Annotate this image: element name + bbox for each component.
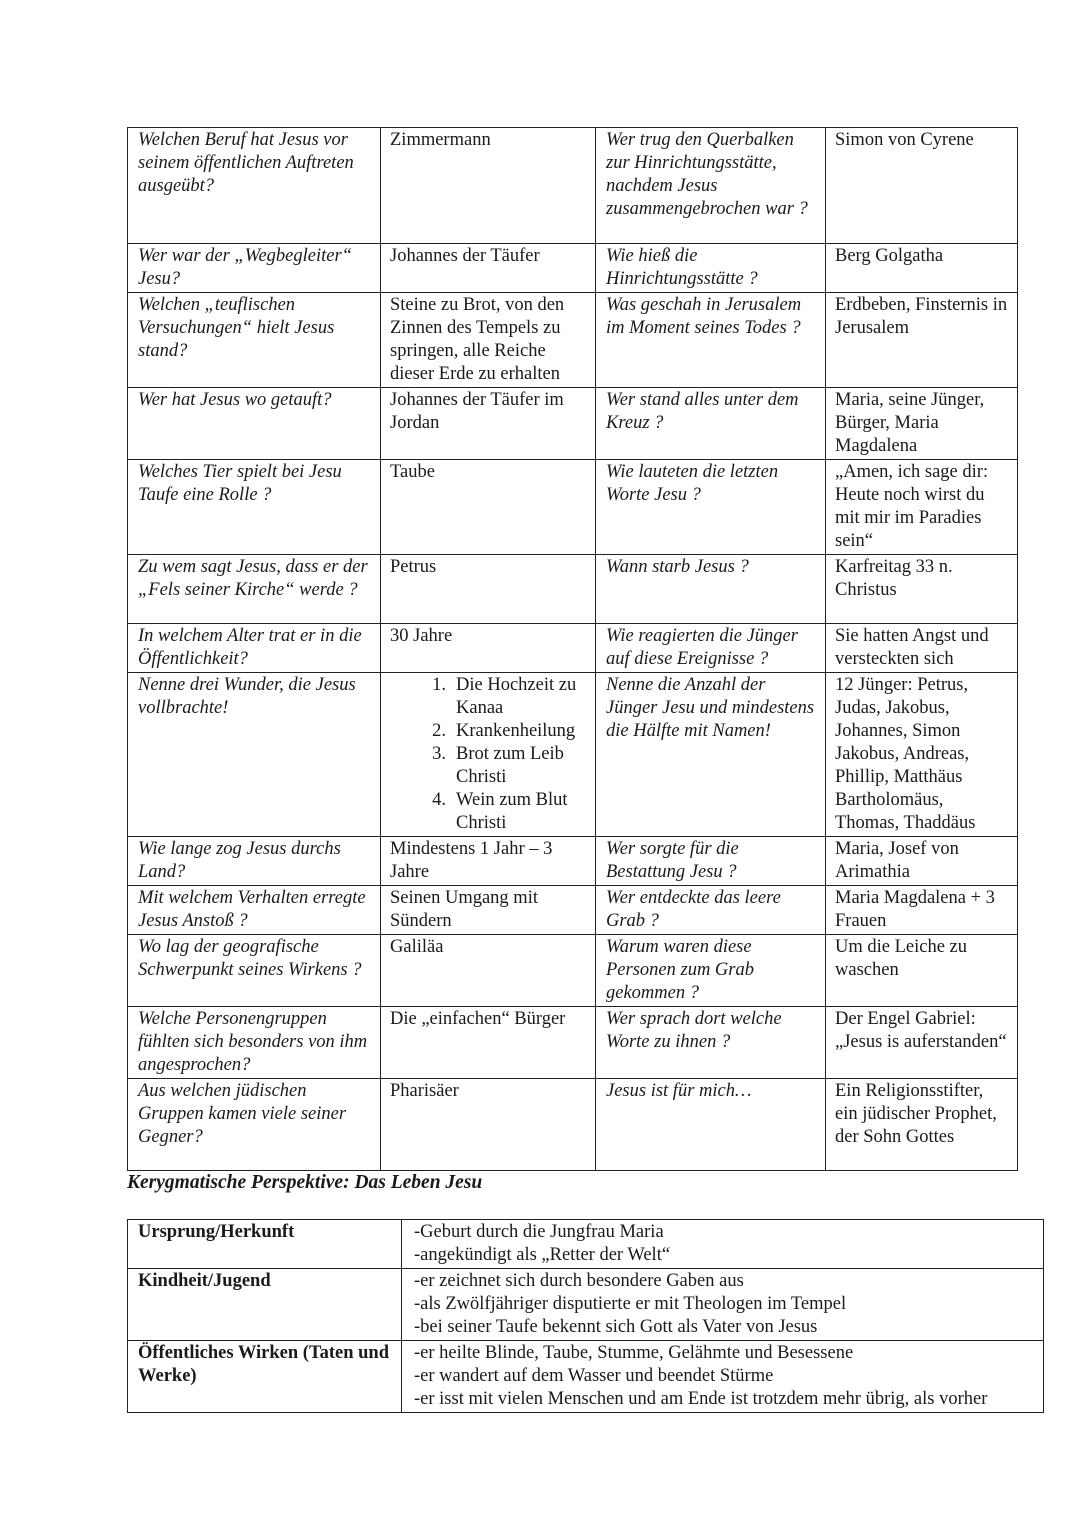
section-heading: Kerygmatische Perspektive: Das Leben Jesu [127, 1172, 483, 1193]
description-line: -er zeichnet sich durch besondere Gaben aus [414, 1271, 744, 1291]
list-item [390, 743, 587, 789]
question-cell: Wie reagierten die Jünger auf diese Ereignisse ? [596, 624, 826, 673]
stage-description [402, 1341, 1044, 1413]
answer-cell: „Amen, ich sage dir: Heute noch wirst du mit mir im Paradies sein“ [826, 460, 1018, 555]
stage-label: Öffentliches Wirken (Taten und Werke) [128, 1341, 402, 1413]
question-cell: Welchen „teuflischen Versuchungen“ hielt Jesus stand? [128, 293, 381, 388]
question-cell: Welchen Beruf hat Jesus vor seinem öffentlichen Auftreten ausgeübt? [128, 128, 381, 244]
answer-cell: 30 Jahre [381, 624, 596, 673]
answer-cell: Mindestens 1 Jahr – 3 Jahre [381, 837, 596, 886]
answer-cell: Maria Magdalena + 3 Frauen [826, 886, 1018, 935]
list-text: Brot zum Leib Christi [456, 744, 564, 787]
question-cell: Welches Tier spielt bei Jesu Taufe eine Rolle ? [128, 460, 381, 555]
table-row [128, 244, 1018, 293]
life-of-jesus-table [127, 1219, 1044, 1413]
question-cell: Wer sprach dort welche Worte zu ihnen ? [596, 1007, 826, 1079]
question-cell: Wie lange zog Jesus durchs Land? [128, 837, 381, 886]
quiz-table [127, 127, 1018, 1171]
answer-cell: Maria, Josef von Arimathia [826, 837, 1018, 886]
description-line: -als Zwölfjähriger disputierte er mit Theologen im Tempel [414, 1294, 847, 1314]
table-row [128, 555, 1018, 624]
table-row [128, 128, 1018, 244]
list-text: Wein zum Blut Christi [456, 790, 568, 833]
stage-description [402, 1269, 1044, 1341]
question-cell: Aus welchen jüdischen Gruppen kamen viele seiner Gegner? [128, 1079, 381, 1171]
answer-cell: Erdbeben, Finsternis in Jerusalem [826, 293, 1018, 388]
question-cell: Warum waren diese Personen zum Grab gekommen ? [596, 935, 826, 1007]
question-cell: Wer trug den Querbalken zur Hinrichtungsstätte, nachdem Jesus zusammengebrochen war ? [596, 128, 826, 244]
table-row [128, 1269, 1044, 1341]
question-cell: Wie hieß die Hinrichtungsstätte ? [596, 244, 826, 293]
question-cell: Welche Personengruppen fühlten sich besonders von ihm angesprochen? [128, 1007, 381, 1079]
question-cell: Zu wem sagt Jesus, dass er der „Fels seiner Kirche“ werde ? [128, 555, 381, 624]
description-line: -er isst mit vielen Menschen und am Ende ist trotzdem mehr übrig, als vorher [414, 1389, 988, 1409]
answer-cell: Galiläa [381, 935, 596, 1007]
answer-cell: Simon von Cyrene [826, 128, 1018, 244]
table-row [128, 1079, 1018, 1171]
description-line: -Geburt durch die Jungfrau Maria [414, 1222, 664, 1242]
table-row [128, 1220, 1044, 1269]
question-cell: Mit welchem Verhalten erregte Jesus Anstoß ? [128, 886, 381, 935]
description-line: -er heilte Blinde, Taube, Stumme, Gelähmte und Besessene [414, 1343, 854, 1363]
miracle-list [390, 674, 587, 835]
stage-description [402, 1220, 1044, 1269]
question-cell: Nenne die Anzahl der Jünger Jesu und mindestens die Hälfte mit Namen! [596, 673, 826, 837]
stage-label: Ursprung/Herkunft [128, 1220, 402, 1269]
table-row [128, 1341, 1044, 1413]
answer-cell: Der Engel Gabriel: „Jesus is auferstanden“ [826, 1007, 1018, 1079]
answer-cell: Pharisäer [381, 1079, 596, 1171]
answer-cell [381, 673, 596, 837]
question-cell: Wie lauteten die letzten Worte Jesu ? [596, 460, 826, 555]
answer-cell: Johannes der Täufer [381, 244, 596, 293]
question-cell: In welchem Alter trat er in die Öffentlichkeit? [128, 624, 381, 673]
description-line: -angekündigt als „Retter der Welt“ [414, 1245, 671, 1265]
list-item [390, 789, 587, 835]
answer-cell: Um die Leiche zu waschen [826, 935, 1018, 1007]
question-cell: Wer stand alles unter dem Kreuz ? [596, 388, 826, 460]
list-number: 3. [432, 744, 446, 764]
answer-cell: Johannes der Täufer im Jordan [381, 388, 596, 460]
question-cell: Jesus ist für mich… [596, 1079, 826, 1171]
answer-cell: Petrus [381, 555, 596, 624]
table-row [128, 886, 1018, 935]
list-number: 4. [432, 790, 446, 810]
list-number: 2. [432, 721, 446, 741]
table-row [128, 837, 1018, 886]
list-item [390, 720, 587, 743]
question-cell: Wer hat Jesus wo getauft? [128, 388, 381, 460]
question-cell: Wer war der „Wegbegleiter“ Jesu? [128, 244, 381, 293]
answer-cell: Ein Religionsstifter, ein jüdischer Prophet, der Sohn Gottes [826, 1079, 1018, 1171]
table-row [128, 460, 1018, 555]
table-row [128, 1007, 1018, 1079]
question-cell: Was geschah in Jerusalem im Moment seines Todes ? [596, 293, 826, 388]
question-cell: Nenne drei Wunder, die Jesus vollbrachte! [128, 673, 381, 837]
answer-cell: Maria, seine Jünger, Bürger, Maria Magdalena [826, 388, 1018, 460]
answer-cell: Zimmermann [381, 128, 596, 244]
answer-cell: Karfreitag 33 n. Christus [826, 555, 1018, 624]
answer-cell: 12 Jünger: Petrus, Judas, Jakobus, Johannes, Simon Jakobus, Andreas, Phillip, Matthäus Bartholomäus, Thomas, Thaddäus [826, 673, 1018, 837]
answer-cell: Berg Golgatha [826, 244, 1018, 293]
answer-cell: Steine zu Brot, von den Zinnen des Tempels zu springen, alle Reiche dieser Erde zu erhalten [381, 293, 596, 388]
question-cell: Wann starb Jesus ? [596, 555, 826, 624]
question-cell: Wer entdeckte das leere Grab ? [596, 886, 826, 935]
answer-cell: Seinen Umgang mit Sündern [381, 886, 596, 935]
list-text: Die Hochzeit zu Kanaa [456, 675, 577, 718]
table-row [128, 624, 1018, 673]
stage-label: Kindheit/Jugend [128, 1269, 402, 1341]
question-cell: Wo lag der geografische Schwerpunkt seines Wirkens ? [128, 935, 381, 1007]
list-text: Krankenheilung [456, 721, 576, 741]
description-line: -bei seiner Taufe bekennt sich Gott als Vater von Jesus [414, 1317, 818, 1337]
list-number: 1. [432, 675, 446, 695]
table-row [128, 388, 1018, 460]
table-row [128, 935, 1018, 1007]
answer-cell: Die „einfachen“ Bürger [381, 1007, 596, 1079]
description-line: -er wandert auf dem Wasser und beendet Stürme [414, 1366, 774, 1386]
list-item [390, 674, 587, 720]
table-row [128, 673, 1018, 837]
question-cell: Wer sorgte für die Bestattung Jesu ? [596, 837, 826, 886]
answer-cell: Taube [381, 460, 596, 555]
answer-cell: Sie hatten Angst und versteckten sich [826, 624, 1018, 673]
table-row [128, 293, 1018, 388]
